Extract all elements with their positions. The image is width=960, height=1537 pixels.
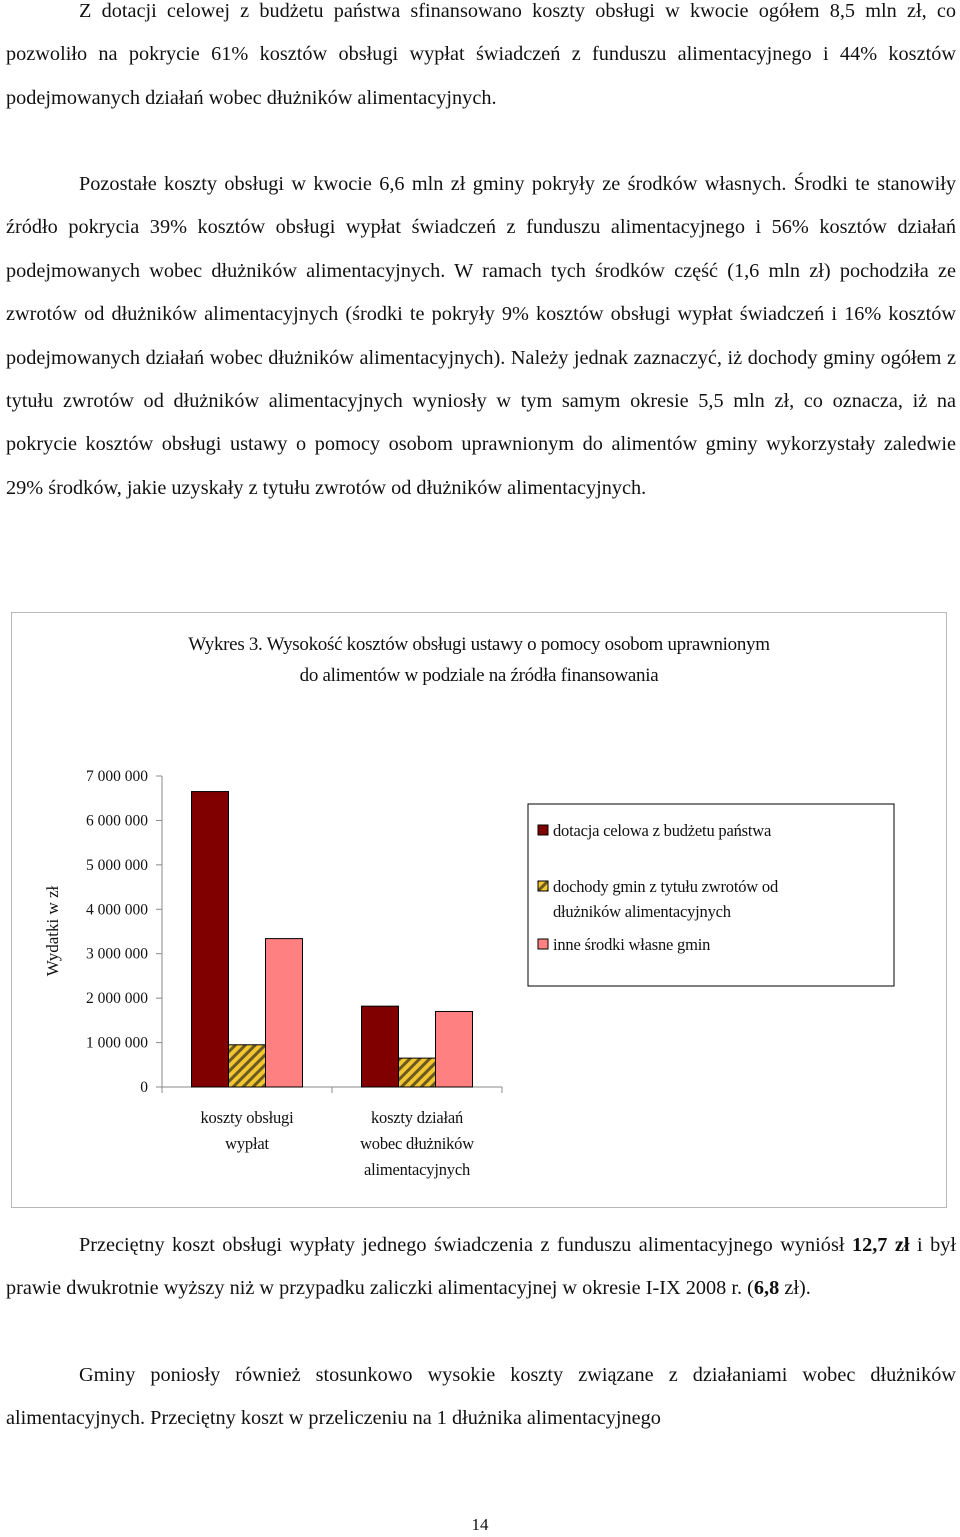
y-axis-label: Wydatki w zł [43,885,62,977]
y-tick-label: 5 000 000 [86,856,148,874]
y-tick-label: 6 000 000 [86,812,148,830]
legend-label: dłużników alimentacyjnych [553,902,731,921]
bar [192,792,229,1087]
bar [229,1045,266,1087]
legend-swatch [538,881,548,891]
y-tick-label: 0 [140,1079,148,1096]
legend-swatch [538,825,548,835]
y-tick-label: 7 000 000 [86,768,148,785]
y-tick-label: 1 000 000 [86,1034,148,1052]
bar [266,939,303,1087]
category-label: wobec dłużników [360,1134,474,1153]
chart-title-line-2: do alimentów w podziale na źródła finansowania [299,665,659,686]
category-label: koszty obsługi [200,1108,294,1127]
paragraph-3-text-b: i był prawie dwukrotnie wyższy niż w przypadku zaliczki alimentacyjnej w okresie I-IX 2008 r. ( [6,1234,956,1300]
bar [436,1011,473,1087]
legend-label: dotacja celowa z budżetu państwa [553,821,772,840]
paragraph-2: Pozostałe koszty obsługi w kwocie 6,6 mln zł gminy pokryły ze środków własnych. Środki te stanowiły źródło pokrycia 39% kosztów obsługi wypłat świadczeń z funduszu alimentacyjnego i 56% kosztów działań podejmowanych wobec dłużników alimentacyjnych. W ramach tych środków część (1,6 mln zł) pochodziła ze zwrotów od dłużników alimentacyjnych (środki te pokryły 9% kosztów obsługi wypłat świadczeń i 16% kosztów podejmowanych działań wobec dłużników alimentacyjnych). Należy jednak zaznaczyć, iż dochody gminy ogółem z tytułu zwrotów od dłużników alimentacyjnych wyniosły w tym samym okresie 5,5 mln zł, co oznacza, iż na pokrycie kosztów obsługi ustawy o pomocy osobom uprawnionym do alimentów gminy wykorzystały zaledwie 29% środków, jakie uzyskały z tytułu zwrotów od dłużników alimentacyjnych. [6,173,956,499]
page-number: 14 [471,1515,489,1534]
category-label: koszty działań [370,1108,464,1127]
legend-label: dochody gmin z tytułu zwrotów od [553,877,779,896]
y-tick-label: 3 000 000 [86,945,148,963]
chart-title-line-1: Wykres 3. Wysokość kosztów obsługi ustawy o pomocy osobom uprawnionym [188,634,770,655]
cost-per-benefit-value: 12,7 zł [851,1234,910,1256]
bar [399,1058,436,1087]
paragraph-1: Z dotacji celowej z budżetu państwa sfinansowano koszty obsługi w kwocie ogółem 8,5 mln zł, co pozwoliło na pokrycie 61% kosztów obsługi wypłat świadczeń z funduszu alimentacyjnego i 44% kosztów podejmowanych działań wobec dłużników alimentacyjnych. [6,0,956,109]
y-tick-label: 2 000 000 [86,990,148,1008]
paragraph-3-text-a: Przeciętny koszt obsługi wypłaty jednego świadczenia z funduszu alimentacyjnego wyniósł [79,1234,852,1256]
category-label: alimentacyjnych [363,1160,471,1179]
advance-cost-value: 6,8 [753,1277,780,1300]
y-tick-label: 4 000 000 [86,901,148,919]
chart-figure [11,612,947,1208]
legend-label: inne środki własne gmin [553,935,711,954]
paragraph-3-text-c: zł). [779,1277,811,1300]
paragraph-4: Gminy poniosły również stosunkowo wysokie koszty związane z działaniami wobec dłużników alimentacyjnych. Przeciętny koszt w przeliczeniu na 1 dłużnika alimentacyjnego [6,1364,956,1430]
paragraph-3 [6,1224,956,1311]
bar-chart [12,613,946,1207]
category-label: wypłat [225,1134,269,1153]
legend-swatch [538,939,548,949]
bar [362,1006,399,1087]
